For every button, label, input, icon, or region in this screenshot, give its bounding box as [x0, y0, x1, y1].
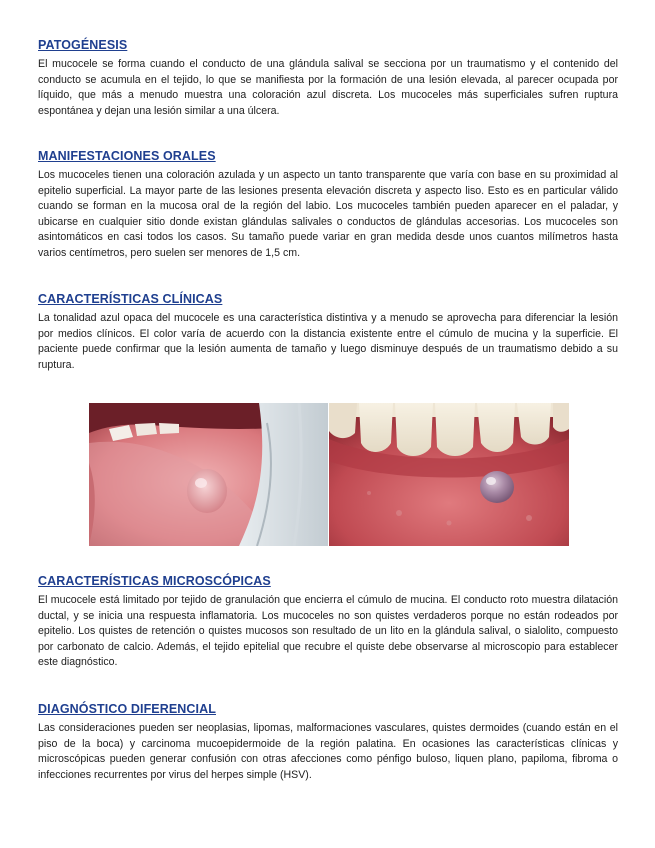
section-paragraph: Las consideraciones pueden ser neoplasias, lipomas, malformaciones vasculares, quistes dermoides (cuando están en el piso de la boca) y carcinoma mucoepidermoide de la región palatina. En ocasiones las características clínicas y microscópicas pueden generar confusión con otras afecciones como pénfigo buloso, liquen plano, papiloma, fibroma o infecciones recurrentes por virus del herpes simple (HSV).: [38, 722, 618, 781]
section-paragraph: El mucocele está limitado por tejido de granulación que encierra el cúmulo de mucina. El conducto roto muestra dilatación ductal, y se inicia una respuesta inflamatoria. Los mucoceles no son quistes verdaderos porque no están rodeados por epitelio. Los quistes de retención o quistes mucosos son resultado de un lito en la glándula salival, o sialolito, compuesto por carbonato de calcio. Además, el tejido epitelial que recubre el quiste debe observarse al microscopio para establecer este diagnóstico.: [38, 594, 618, 669]
mucocele-photo-lower-lip-front: [329, 403, 569, 546]
section-patogenesis: [38, 38, 618, 119]
section-heading: MANIFESTACIONES ORALES: [38, 149, 216, 163]
section-heading: PATOGÉNESIS: [38, 38, 128, 52]
section-paragraph: La tonalidad azul opaca del mucocele es una característica distintiva y a menudo se aprovecha para diferenciar la lesión por medios clínicos. El color varía de acuerdo con la distancia existente entre el cúmulo de mucina y la superficie. El paciente puede confirmar que la lesión aumenta de tamaño y luego disminuye después de un traumatismo debido a su ruptura.: [38, 312, 618, 371]
section-paragraph: El mucocele se forma cuando el conducto de una glándula salival se secciona por un traumatismo y el contenido del conducto se acumula en el tejido, lo que se manifiesta por la formación de una lesión elevada, al parecer ocupada por líquido, que más a menudo muestra una coloración azul discreta. Los mucoceles más superficiales sufren ruptura espontánea y dejan una lesión similar a una úlcera.: [38, 58, 618, 117]
section-diagnostico-diferencial: [38, 702, 618, 783]
section-heading: CARACTERÍSTICAS MICROSCÓPICAS: [38, 574, 271, 588]
section-manifestaciones-orales: [38, 149, 618, 262]
section-caracteristicas-microscopicas: [38, 574, 618, 671]
section-heading: DIAGNÓSTICO DIFERENCIAL: [38, 702, 216, 716]
clinical-photos: [89, 403, 569, 546]
section-paragraph: Los mucoceles tienen una coloración azulada y un aspecto un tanto transparente que varía con base en su proximidad al epitelio superficial. La mayor parte de las lesiones presenta elevación discreta y aspecto liso. Esto es en particular válido cuando se forman en la mucosa oral de la región del labio. Los mucoceles también pueden aparecer en el paladar, y ubicarse en cualquier sitio donde existan glándulas salivales o conductos de glándulas accesorias. Los mucoceles son asintomáticos en casi todos los casos. Su tamaño puede variar en gran medida desde unos cuantos milímetros hasta varios centímetros, pero suelen ser menores de 1,5 cm.: [38, 169, 618, 259]
section-heading: CARACTERÍSTICAS CLÍNICAS: [38, 292, 223, 306]
section-caracteristicas-clinicas: [38, 292, 618, 373]
mucocele-photo-lower-lip-everted: [89, 403, 328, 546]
